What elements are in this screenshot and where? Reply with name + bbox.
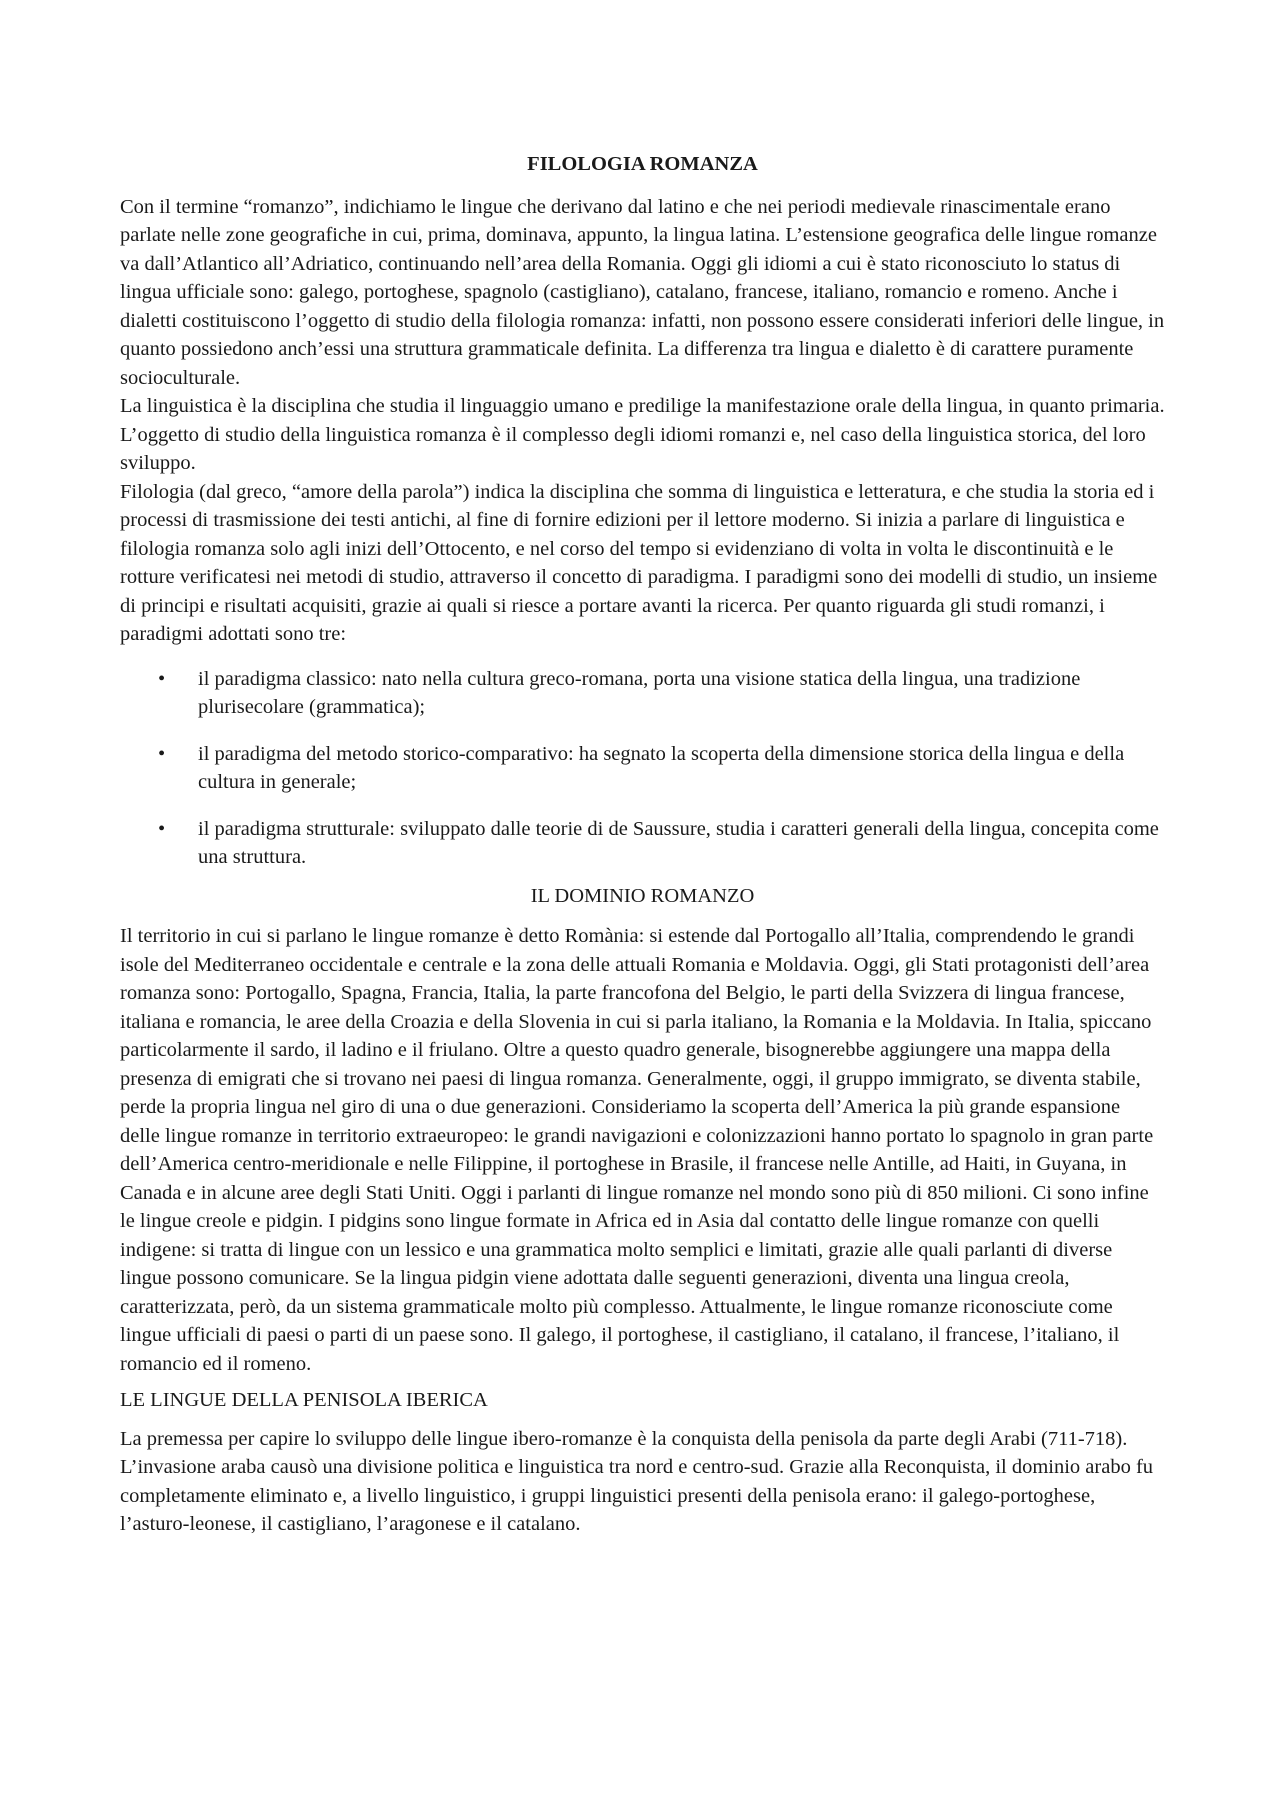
bullet-icon: •	[158, 667, 166, 690]
paradigm-classic: il paradigma classico: nato nella cultura greco-romana, porta una visione statica della lingua, una tradizione plurisecolare (grammatica);	[198, 667, 1081, 718]
paradigm-structural: il paradigma strutturale: sviluppato dalle teorie di de Saussure, studia i caratteri generali della lingua, concepita come una struttura.	[198, 817, 1159, 868]
paradigm-list	[120, 665, 1165, 872]
bullet-icon: •	[158, 817, 166, 840]
document-body	[120, 150, 1165, 1539]
list-item	[120, 665, 1165, 722]
philology-paragraph: Filologia (dal greco, “amore della parola”) indica la disciplina che somma di linguistica e letteratura, e che studia la storia ed i processi di trasmissione dei testi antichi, al fine di fornire edizioni per il lettore moderno. Si inizia a parlare di linguistica e filologia romanza solo agli inizi dell’Ottocento, e nel corso del tempo si evidenziano di volta in volta le discontinuità e le rotture verificatesi nei metodi di studio, attraverso il concetto di paradigma. I paradigmi sono dei modelli di studio, un insieme di principi e risultati acquisiti, grazie ai quali si riesce a portare avanti la ricerca. Per quanto riguarda gli studi romanzi, i paradigmi adottati sono tre:	[120, 480, 1158, 645]
section-heading-dominio: IL DOMINIO ROMANZO	[530, 884, 755, 907]
linguistics-paragraph: La linguistica è la disciplina che studia il linguaggio umano e predilige la manifestazione orale della lingua, in quanto primaria. L’oggetto di studio della linguistica romanza è il complesso degli idiomi romanzi e, nel caso della linguistica storica, del loro sviluppo.	[120, 395, 1165, 474]
list-item	[120, 815, 1165, 872]
intro-paragraph: Con il termine “romanzo”, indichiamo le lingue che derivano dal latino e che nei periodi medievale rinascimentale erano parlate nelle zone geografiche in cui, prima, dominava, appunto, la lingua latina. L’estensione geografica delle lingue romanze va dall’Atlantico all’Adriatico, continuando nell’area della Romania. Oggi gli idiomi a cui è stato riconosciuto lo status di lingua ufficiale sono: galego, portoghese, spagnolo (castigliano), catalano, francese, italiano, romancio e romeno. Anche i dialetti costituiscono l’oggetto di studio della filologia romanza: infatti, non possono essere considerati inferiori delle lingue, in quanto possiedono anch’essi una struttura grammaticale definita. La differenza tra lingua e dialetto è di carattere puramente socioculturale.	[120, 195, 1165, 389]
section-heading-iberica: LE LINGUE DELLA PENISOLA IBERICA	[120, 1389, 488, 1411]
document-title: FILOLOGIA ROMANZA	[527, 153, 758, 175]
iberica-paragraph: La premessa per capire lo sviluppo delle lingue ibero-romanze è la conquista della penisola da parte degli Arabi (711-718). L’invasione araba causò una divisione politica e linguistica tra nord e centro-sud. Grazie alla Reconquista, il dominio arabo fu completamente eliminato e, a livello linguistico, i gruppi linguistici presenti della penisola erano: il galego-portoghese, l’asturo-leonese, il castigliano, l’aragonese e il catalano.	[120, 1427, 1154, 1535]
dominio-paragraph: Il territorio in cui si parlano le lingue romanze è detto Romània: si estende dal Portogallo all’Italia, comprendendo le grandi isole del Mediterraneo occidentale e centrale e la zona delle attuali Romania e Moldavia. Oggi, gli Stati protagonisti dell’area romanza sono: Portogallo, Spagna, Francia, Italia, la parte francofona del Belgio, le parti della Svizzera di lingua francese, italiana e romancia, le aree della Croazia e della Slovenia in cui si parla italiano, la Romania e la Moldavia. In Italia, spiccano particolarmente il sardo, il ladino e il friulano. Oltre a questo quadro generale, bisognerebbe aggiungere una mappa della presenza di emigrati che si trovano nei paesi di lingua romanza. Generalmente, oggi, il gruppo immigrato, se diventa stabile, perde la propria lingua nel giro di una o due generazioni. Consideriamo la scoperta dell’America la più grande espansione delle lingue romanze in territorio extraeuropeo: le grandi navigazioni e colonizzazioni hanno portato lo spagnolo in gran parte dell’America centro-meridionale e nelle Filippine, il portoghese in Brasile, il francese nelle Antille, ad Haiti, in Guyana, in Canada e in alcune aree degli Stati Uniti. Oggi i parlanti di lingue romanze nel mondo sono più di 850 milioni. Ci sono infine le lingue creole e pidgin. I pidgins sono lingue formate in Africa ed in Asia dal contatto delle lingue romanze con quelli indigene: si tratta di lingue con un lessico e una grammatica molto semplici e limitati, grazie alle quali parlanti di diverse lingue possono comunicare. Se la lingua pidgin viene adottata dalle seguenti generazioni, diventa una lingua creola, caratterizzata, però, da un sistema grammaticale molto più complesso. Attualmente, le lingue romanze riconosciute come lingue ufficiali di paesi o parti di un paese sono. Il galego, il portoghese, il castigliano, il catalano, il francese, l’italiano, il romancio ed il romeno.	[120, 925, 1154, 1375]
list-item	[120, 740, 1165, 797]
paradigm-historical: il paradigma del metodo storico-comparativo: ha segnato la scoperta della dimensione storica della lingua e della cultura in generale;	[198, 742, 1125, 793]
bullet-icon: •	[158, 742, 166, 765]
